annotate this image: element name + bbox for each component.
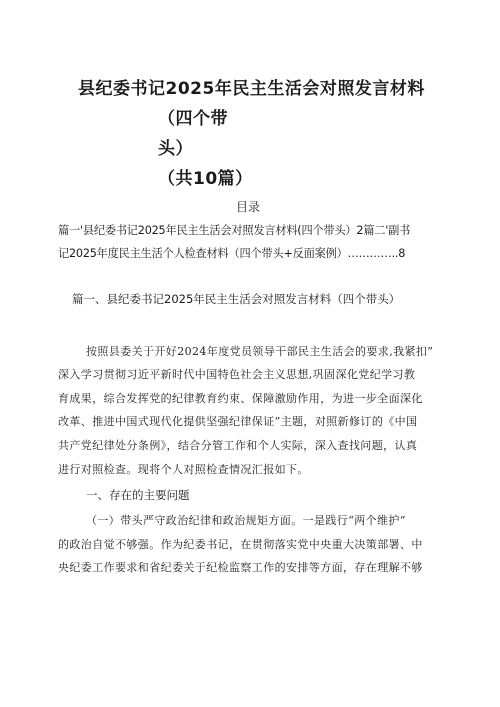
document-title-line-1: 县纪委书记2025年民主生活会对照发言材料 xyxy=(78,79,425,99)
intro-paragraph-line: 按照县委关于开好2024年度党员领导干部民主生活会的要求,我紧扣” xyxy=(86,345,434,358)
toc-line-1[interactable]: 篇一'县纪委书记2025年民主生活会对照发言材料(四个带头）2篇二'副书 xyxy=(58,224,411,237)
intro-paragraph-line: 共产党纪律处分条例》，结合分管工作和个人实际，深入查找问题，认真 xyxy=(58,439,418,452)
toc-heading: 目录 xyxy=(236,200,261,214)
intro-paragraph-line: 改革、推进中国式现代化提供坚强纪律保证”主题，对照新修订的《中国 xyxy=(58,415,418,428)
intro-paragraph-line: 深入学习贯彻习近平新时代中国特色社会主义思想,巩固深化党纪学习教 xyxy=(58,368,416,381)
point-paragraph-line: 的政治自觉不够强。作为纪委书记，在贯彻落实党中央重大决策部署、中 xyxy=(58,538,423,551)
point-paragraph-line: （一）带头严守政治纪律和政治规矩方面。一是践行“两个维护” xyxy=(86,514,406,527)
point-paragraph-line: 央纪委工作要求和省纪委关于纪检监察工作的安排等方面，存在理解不够 xyxy=(58,561,423,574)
intro-paragraph-line: 育成果，综合发挥党的纪律教育约束、保障激励作用，为进一步全面深化 xyxy=(58,392,423,405)
section-title: 篇一、县纪委书记2025年民主生活会对照发言材料（四个带头） xyxy=(72,292,401,306)
document-title-line-3: 头） xyxy=(158,139,193,159)
document-title-line-2: （四个带 xyxy=(158,109,228,129)
toc-line-2[interactable]: 记2025年度民主生活个人检查材料（四个带头+反面案例）…………..8 xyxy=(58,247,406,260)
section-subheading: 一、存在的主要问题 xyxy=(86,488,190,502)
document-title-line-4: （共10篇） xyxy=(158,169,253,189)
intro-paragraph-line: 进行对照检查。现将个人对照检查情况汇报如下。 xyxy=(58,463,309,476)
